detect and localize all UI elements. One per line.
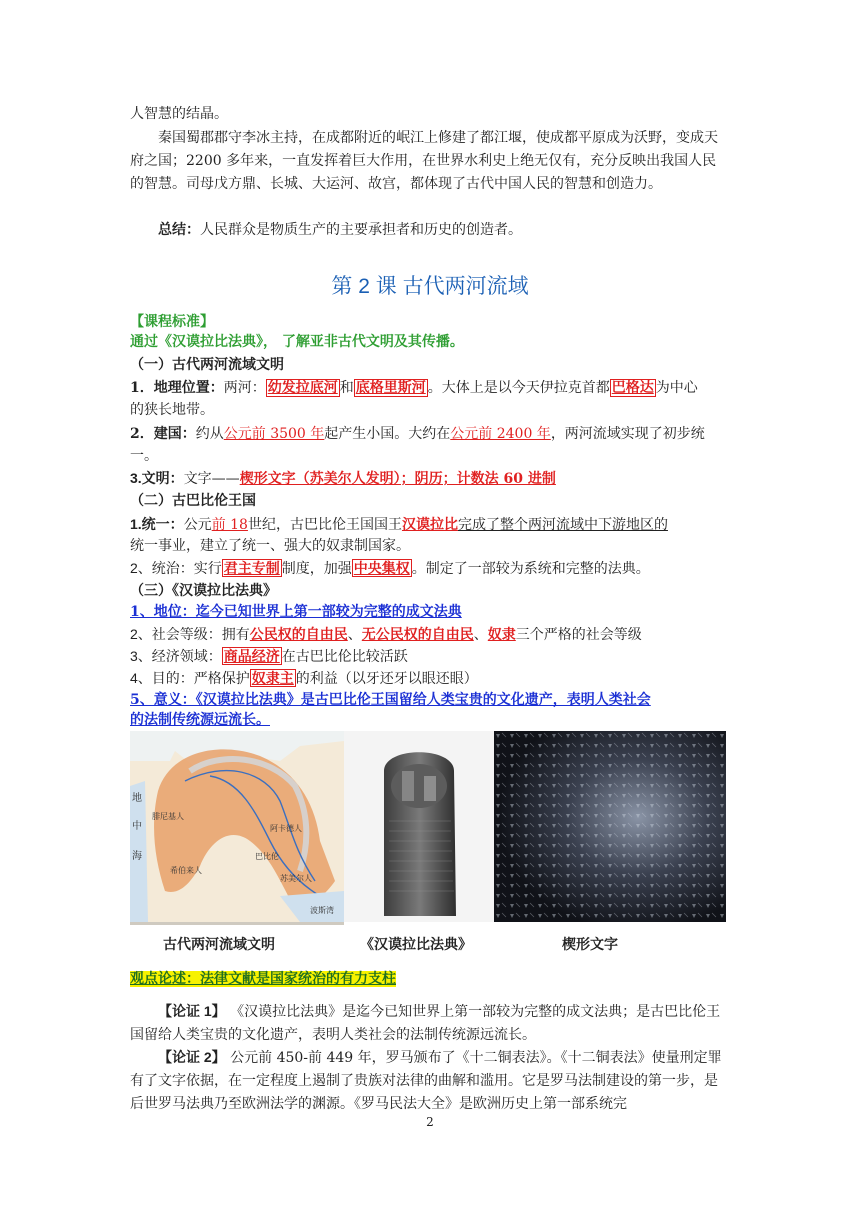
s1-l2-a: 约从 <box>195 426 224 442</box>
s3-economy-line <box>130 646 730 666</box>
s3-significance-line-2: 的法制传统源远流长。 <box>130 712 270 728</box>
argument-1-text: 《汉谟拉比法典》是迄今已知世界上第一部较为完整的成文法典；是古巴比伦王国留给人类宝贵的文化遗产，表明人类社会的法制传统源远流长。 <box>130 1004 721 1043</box>
s3-l2-a: 2、社会等级：拥有 <box>130 626 250 642</box>
term-commodity-economy: 商品经济 <box>223 648 280 664</box>
summary-label: 总结： <box>158 222 200 238</box>
s3-l2-c: 、 <box>473 626 488 642</box>
s3-status-line: 1、地位：迄今已知世界上第一部较为完整的成文法典 <box>130 604 462 620</box>
term-centralization: 中央集权 <box>353 560 410 576</box>
map-label-hai: 海 <box>132 851 142 862</box>
cuneiform-svg <box>494 731 726 922</box>
s1-line-1b: 的狭长地带。 <box>130 402 214 418</box>
term-18th-century: 前 18 <box>211 517 248 533</box>
s1-l1-c: 。大体上是以今天伊拉克首都 <box>427 380 610 396</box>
s1-line-2 <box>130 424 730 444</box>
s3-l3-b: 在古巴比伦比较活跃 <box>281 648 408 664</box>
s1-l2-b: 起产生小国。大约在 <box>324 426 451 442</box>
cuneiform-image <box>494 731 726 922</box>
caption-hammurabi: 《汉谟拉比法典》 <box>360 937 472 953</box>
map-label-akkadians: 阿卡德人 <box>270 824 302 833</box>
s3-l3-a: 3、经济领域： <box>130 648 222 664</box>
term-cuneiform: 楔形文字（苏美尔人发明）；阴历；计数法 60 进制 <box>239 471 556 487</box>
course-standard-text: 通过《汉谟拉比法典》， 了解亚非古代文明及其传播。 <box>130 334 464 350</box>
map-label-sumerians: 苏美尔人 <box>280 874 312 883</box>
s1-l2-c: ，两河流域实现了初步统 <box>550 426 705 442</box>
term-slaves: 奴隶 <box>487 626 516 642</box>
s1-l2-label: 2．建国： <box>130 426 196 442</box>
caption-mesopotamia: 古代两河流域文明 <box>163 937 275 953</box>
s2-line-1 <box>130 514 730 535</box>
s2-l1-a: 公元 <box>183 517 212 533</box>
course-standard-label: 【课程标准】 <box>130 314 214 330</box>
viewpoint-text: 观点论述：法律文献是国家统治的有力支柱 <box>130 971 396 987</box>
s3-l2-d: 三个严格的社会等级 <box>515 626 642 642</box>
map-label-di: 地 <box>132 793 142 804</box>
term-citizen-freemen: 公民权的自由民 <box>249 626 348 642</box>
hammurabi-stele-image <box>344 731 494 922</box>
term-noncitizen-freemen: 无公民权的自由民 <box>361 626 474 642</box>
section-1-heading: （一）古代两河流域文明 <box>130 356 284 372</box>
argument-2-label: 【论证 2】 <box>158 1049 226 1065</box>
caption-cuneiform: 楔形文字 <box>562 937 618 953</box>
summary-text: 人民群众是物质生产的主要承担者和历史的创造者。 <box>200 222 522 238</box>
s1-l3-label: 3.文明： <box>130 470 184 486</box>
s3-l4-b: 的利益（以牙还牙以眼还眼） <box>295 670 478 686</box>
term-3500bc: 公元前 3500 年 <box>223 426 325 442</box>
s1-line-1 <box>130 378 730 398</box>
s1-line-3 <box>130 468 730 489</box>
s1-l1-b: 和 <box>339 380 354 396</box>
mesopotamia-map-image <box>130 731 344 925</box>
s3-l2-b: 、 <box>347 626 362 642</box>
s2-l2-a: 2、统治：实行 <box>130 560 222 576</box>
s3-social-line <box>130 624 730 644</box>
term-slave-owner: 奴隶主 <box>251 670 294 686</box>
lesson-title: 第 2 课 古代两河流域 <box>331 275 529 298</box>
s1-l1-d: 为中心 <box>655 380 698 396</box>
s2-line-1b: 统一事业，建立了统一、强大的奴隶制国家。 <box>130 538 410 554</box>
s3-purpose-line <box>130 668 730 688</box>
argument-1-label: 【论证 1】 <box>158 1003 226 1019</box>
s2-l2-b: 制度，加强 <box>281 560 352 576</box>
term-monarchy: 君主专制 <box>223 560 280 576</box>
s2-line-2 <box>130 558 730 578</box>
argument-1 <box>130 1000 730 1047</box>
stele-svg <box>344 731 494 922</box>
map-label-zhong: 中 <box>132 821 142 832</box>
map-label-babylon: 巴比伦 <box>255 852 279 861</box>
s1-l3-a: 文字—— <box>183 471 240 487</box>
argument-2-text: 公元前 450-前 449 年，罗马颁布了《十二铜表法》。《十二铜表法》使量刑定罪有了文字依据，在一定程度上遏制了贵族对法律的曲解和滥用。它是罗马法制建设的第一步，是后世罗马法典乃至欧洲法学的渊源。《罗马民法大全》是欧洲历史上第一部系统完 <box>130 1050 722 1112</box>
map-label-phoenicians: 腓尼基人 <box>152 812 184 821</box>
map-label-persian-gulf: 波斯湾 <box>310 906 334 915</box>
section-2-heading: （二）古巴比伦王国 <box>130 492 256 508</box>
section-3-heading: （三）《汉谟拉比法典》 <box>130 582 277 598</box>
s1-l1-label: 1．地理位置： <box>130 380 224 396</box>
term-2400bc: 公元前 2400 年 <box>450 426 551 442</box>
term-baghdad: 巴格达 <box>611 380 654 396</box>
map-svg <box>130 731 344 922</box>
page-number: 2 <box>426 1115 434 1129</box>
term-hammurabi: 汉谟拉比 <box>401 517 458 533</box>
argument-2 <box>130 1046 730 1116</box>
s2-l2-c: 。制定了一部较为系统和完整的法典。 <box>411 560 650 576</box>
term-euphrates: 幼发拉底河 <box>267 380 338 396</box>
term-tigris: 底格里斯河 <box>355 380 426 396</box>
s2-l1-b: 世纪，古巴比伦王国国王 <box>247 517 402 533</box>
s3-significance-line: 5、意义：《汉谟拉比法典》是古巴比伦王国留给人类宝贵的文化遗产，表明人类社会 <box>130 692 651 708</box>
s1-line-2b: 一。 <box>130 448 158 464</box>
s1-l1-a: 两河： <box>223 380 266 396</box>
viewpoint-line <box>130 969 730 989</box>
s2-l1-label: 1.统一： <box>130 516 184 532</box>
summary-line <box>130 219 730 242</box>
paragraph-dujiangyan: 秦国蜀郡郡守李冰主持，在成都附近的岷江上修建了都江堰，使成都平原成为沃野，变成天府之国；2200 多年来，一直发挥着巨大作用，在世界水利史上绝无仅有，充分反映出我国人民的智慧。司母戊方鼎、长城、大运河、故宫，都体现了古代中国人民的智慧和创造力。 <box>130 130 718 192</box>
s2-l1-c: 完成了整个两河流域中下游地区的 <box>457 517 668 533</box>
map-label-hebrews: 希伯来人 <box>170 866 202 875</box>
s3-l4-a: 4、目的：严格保护 <box>130 670 250 686</box>
paragraph-intro-end: 人智慧的结晶。 <box>130 106 228 122</box>
